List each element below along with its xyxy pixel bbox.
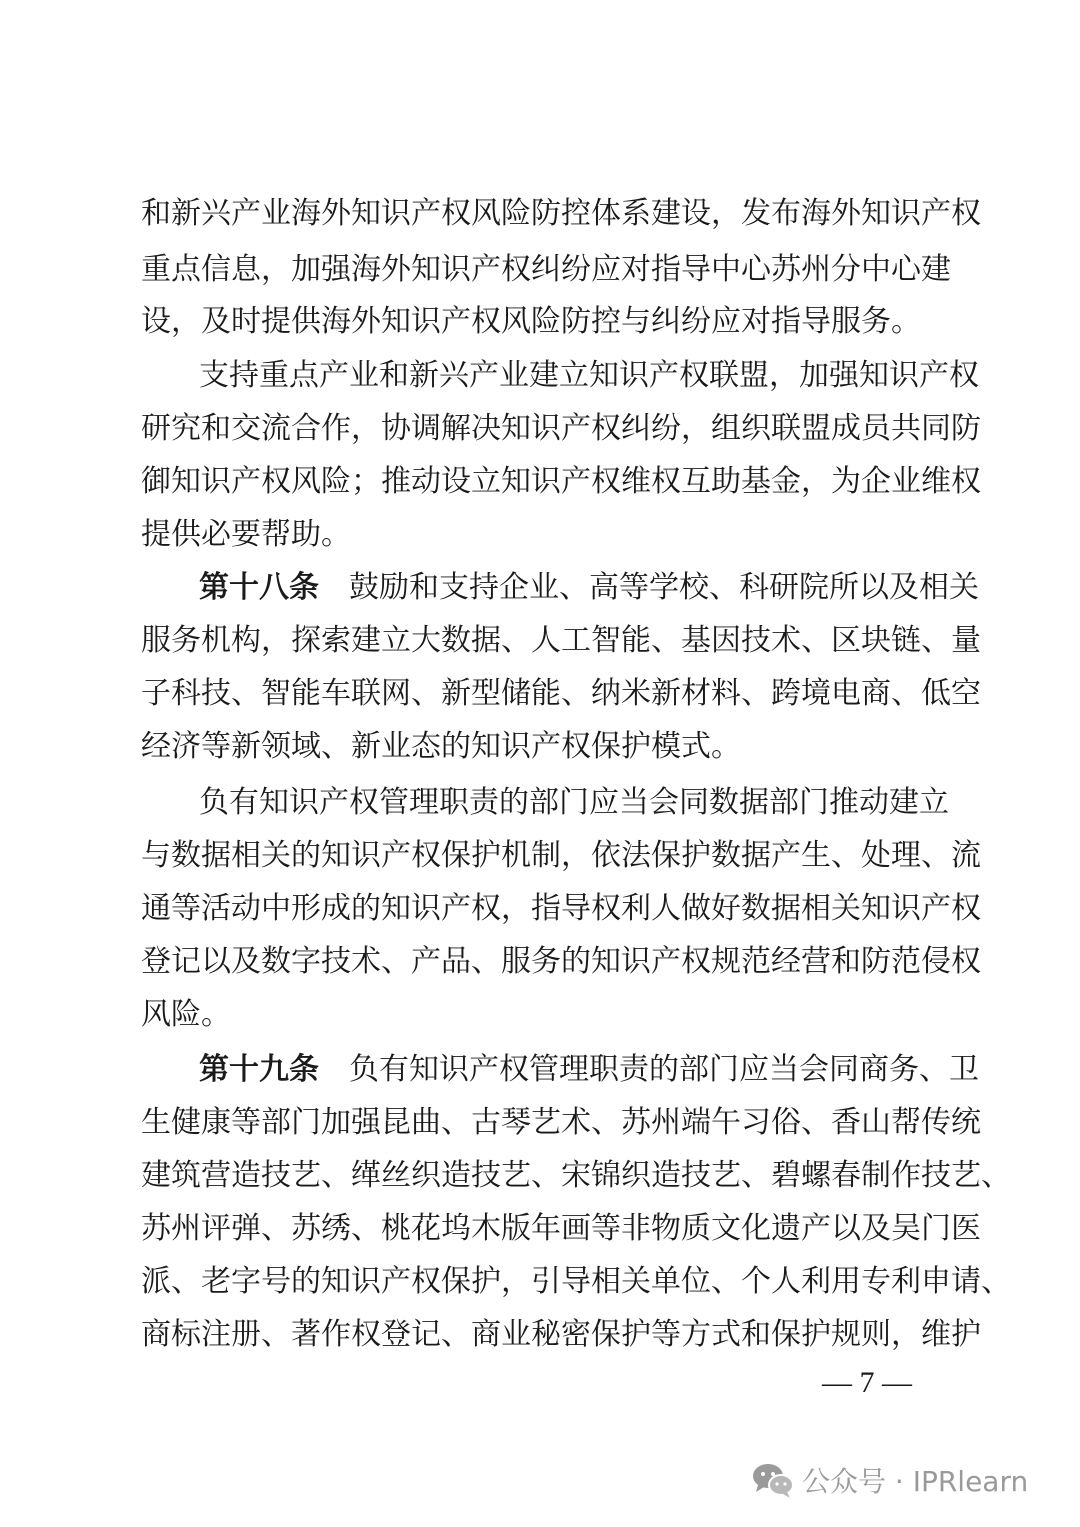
text-line: 通等活动中形成的知识产权，指导权利人做好数据相关知识产权 — [141, 891, 981, 926]
text-line: 建筑营造技艺、缂丝织造技艺、宋锦织造技艺、碧螺春制作技艺、 — [141, 1158, 1011, 1193]
page-number: — 7 — — [822, 1366, 912, 1399]
text-line: 服务机构，探索建立大数据、人工智能、基因技术、区块链、量 — [141, 623, 981, 658]
text-line: 重点信息，加强海外知识产权纠纷应对指导中心苏州分中心建 — [141, 252, 951, 287]
article-18-first-line — [199, 562, 979, 614]
text-line: 生健康等部门加强昆曲、古琴艺术、苏州端午习俗、香山帮传统 — [141, 1105, 981, 1140]
wechat-icon — [750, 1461, 796, 1499]
article-text: 鼓励和支持企业、高等学校、科研院所以及相关 — [349, 570, 979, 605]
text-line: 支持重点产业和新兴产业建立知识产权联盟，加强知识产权 — [199, 358, 979, 393]
watermark-text: 公众号 · IPRlearn — [802, 1465, 1029, 1498]
text-line: 与数据相关的知识产权保护机制，依法保护数据产生、处理、流 — [141, 838, 981, 873]
text-line: 御知识产权风险；推动设立知识产权维权互助基金，为企业维权 — [141, 464, 981, 499]
text-line: 子科技、智能车联网、新型储能、纳米新材料、跨境电商、低空 — [141, 676, 981, 711]
watermark — [750, 1460, 1028, 1500]
article-text: 负有知识产权管理职责的部门应当会同商务、卫 — [349, 1052, 979, 1087]
article-label: 第十九条 — [199, 1052, 319, 1087]
text-line: 负有知识产权管理职责的部门应当会同数据部门推动建立 — [199, 785, 949, 820]
text-line: 风险。 — [141, 997, 231, 1032]
text-line: 经济等新领域、新业态的知识产权保护模式。 — [141, 729, 741, 764]
text-line: 登记以及数字技术、产品、服务的知识产权规范经营和防范侵权 — [141, 944, 981, 979]
text-line: 苏州评弹、苏绣、桃花坞木版年画等非物质文化遗产以及吴门医 — [141, 1211, 981, 1246]
text-line: 派、老字号的知识产权保护，引导相关单位、个人利用专利申请、 — [141, 1264, 1011, 1299]
article-label: 第十八条 — [199, 570, 319, 605]
text-line: 研究和交流合作，协调解决知识产权纠纷，组织联盟成员共同防 — [141, 411, 981, 446]
text-line: 设，及时提供海外知识产权风险防控与纠纷应对指导服务。 — [141, 304, 921, 339]
text-line: 和新兴产业海外知识产权风险防控体系建设，发布海外知识产权 — [141, 196, 981, 231]
text-line: 商标注册、著作权登记、商业秘密保护等方式和保护规则，维护 — [141, 1317, 981, 1352]
article-19-first-line — [199, 1044, 979, 1096]
text-line: 提供必要帮助。 — [141, 517, 351, 552]
